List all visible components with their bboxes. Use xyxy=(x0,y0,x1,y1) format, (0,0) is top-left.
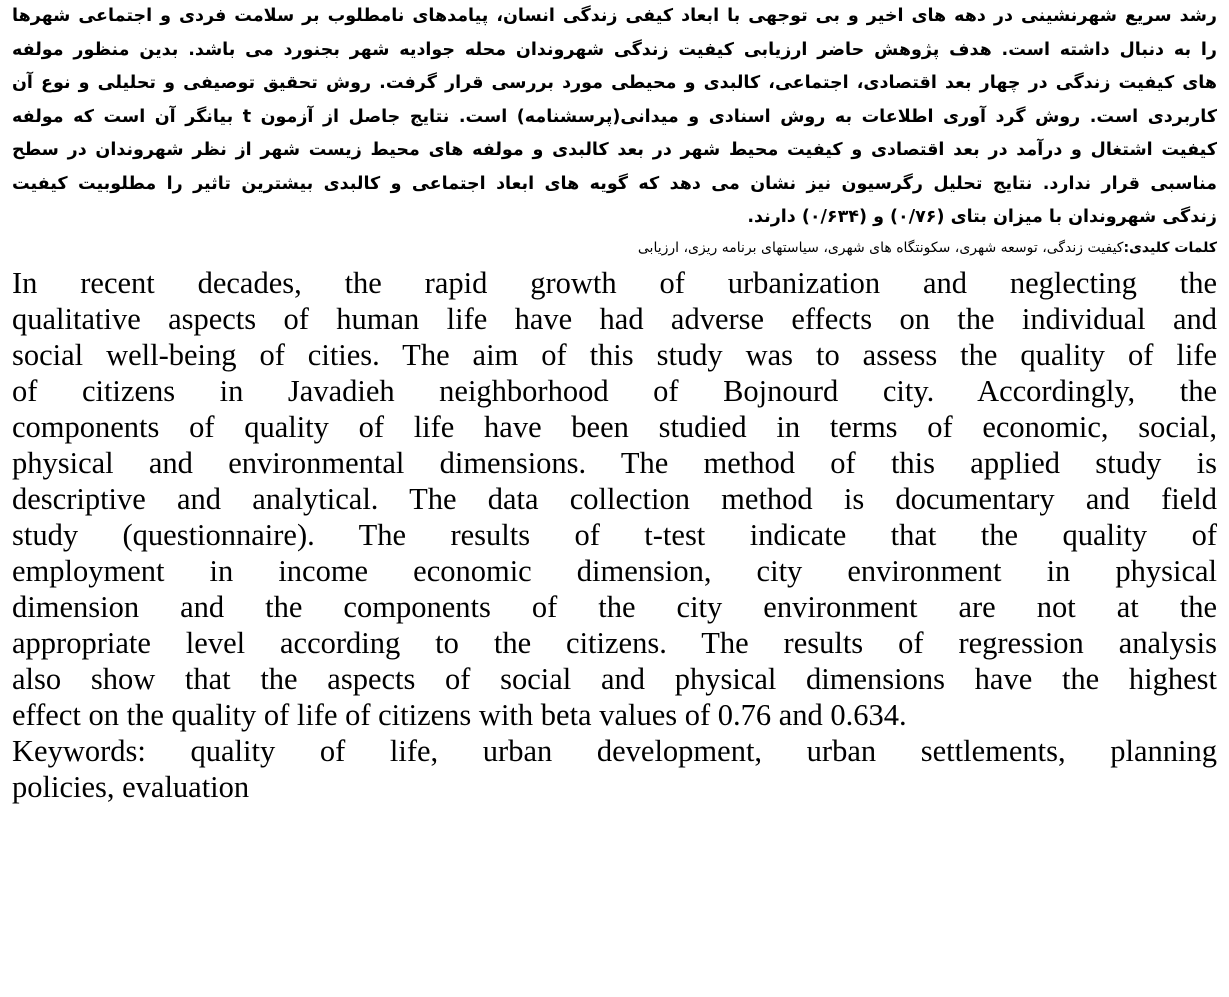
english-abstract-line: qualitative aspects of human life have had adverse effects on the individual and xyxy=(12,301,1217,336)
persian-keywords xyxy=(12,237,1217,261)
english-keywords-line: Keywords: quality of life, urban development, urban settlements, planning xyxy=(12,733,1217,768)
document-page xyxy=(12,0,1217,997)
english-keywords xyxy=(12,733,1217,805)
persian-abstract-line: مناسبی قرار ندارد. نتایج تحلیل رگرسیون نیز نشان می دهد که گویه های ابعاد اجتماعی و کالبدی بیشترین تاثیر را مطلوبیت کیفیت xyxy=(12,173,1217,194)
persian-abstract-line: های کیفیت زندگی در چهار بعد اقتصادی، اجتماعی، کالبدی و محیطی مورد بررسی قرار گرفت. روش تحقیق توصیفی و تحلیلی و نوع آن xyxy=(12,73,1217,93)
english-keywords-line: policies, evaluation xyxy=(12,769,250,804)
english-abstract-line: of citizens in Javadieh neighborhood of Bojnourd city. Accordingly, the xyxy=(12,373,1217,408)
persian-abstract-line: کیفیت اشتغال و درآمد در بعد اقتصادی و کیفیت محیط شهر در بعد کالبدی و مولفه های محیط زیست شهر از نظر شهروندان در سطح xyxy=(12,140,1217,160)
english-abstract-line: effect on the quality of life of citizens with beta values of 0.76 and 0.634. xyxy=(12,697,907,732)
persian-keywords-text: کیفیت زندگی، توسعه شهری، سکونتگاه های شهری، سیاستهای برنامه ریزی، ارزیابی xyxy=(637,239,1124,256)
english-abstract-line: study (questionnaire). The results of t-test indicate that the quality of xyxy=(12,517,1217,552)
persian-abstract-line: رشد سریع شهرنشینی در دهه های اخیر و بی توجهی با ابعاد کیفی زندگی انسان، پیامدهای نامطلوب بر سلامت فردی و اجتماعی شهرها xyxy=(12,6,1217,26)
english-abstract-line: In recent decades, the rapid growth of urbanization and neglecting the xyxy=(12,265,1217,300)
persian-abstract-line: را به دنبال داشته است. هدف پژوهش حاضر ارزیابی کیفیت زندگی شهروندان محله جوادیه شهر بجنورد می باشد. بدین منظور مولفه xyxy=(12,39,1217,60)
english-abstract-line: descriptive and analytical. The data collection method is documentary and field xyxy=(12,481,1217,516)
english-abstract-line: components of quality of life have been studied in terms of economic, social, xyxy=(12,409,1217,444)
english-abstract-line: social well-being of cities. The aim of this study was to assess the quality of life xyxy=(12,337,1217,372)
english-abstract-line: physical and environmental dimensions. The method of this applied study is xyxy=(12,445,1217,480)
english-abstract-line: also show that the aspects of social and physical dimensions have the highest xyxy=(12,661,1217,696)
persian-keywords-label: کلمات کلیدی: xyxy=(1123,239,1217,256)
persian-abstract xyxy=(12,0,1217,261)
english-abstract-line: appropriate level according to the citizens. The results of regression analysis xyxy=(12,625,1217,660)
english-abstract-line: employment in income economic dimension, city environment in physical xyxy=(12,553,1217,588)
persian-abstract-line: زندگی شهروندان با میزان بتای (۰/۷۶) و (۰/۶۳۴) دارند. xyxy=(747,207,1217,227)
english-abstract xyxy=(12,265,1217,805)
english-abstract-line: dimension and the components of the city environment are not at the xyxy=(12,589,1217,624)
persian-abstract-line: کاربردی است. روش گرد آوری اطلاعات به روش اسنادی و میدانی(پرسشنامه) است. نتایج جاصل از آزمون t بیانگر آن است که مولفه xyxy=(12,106,1217,127)
